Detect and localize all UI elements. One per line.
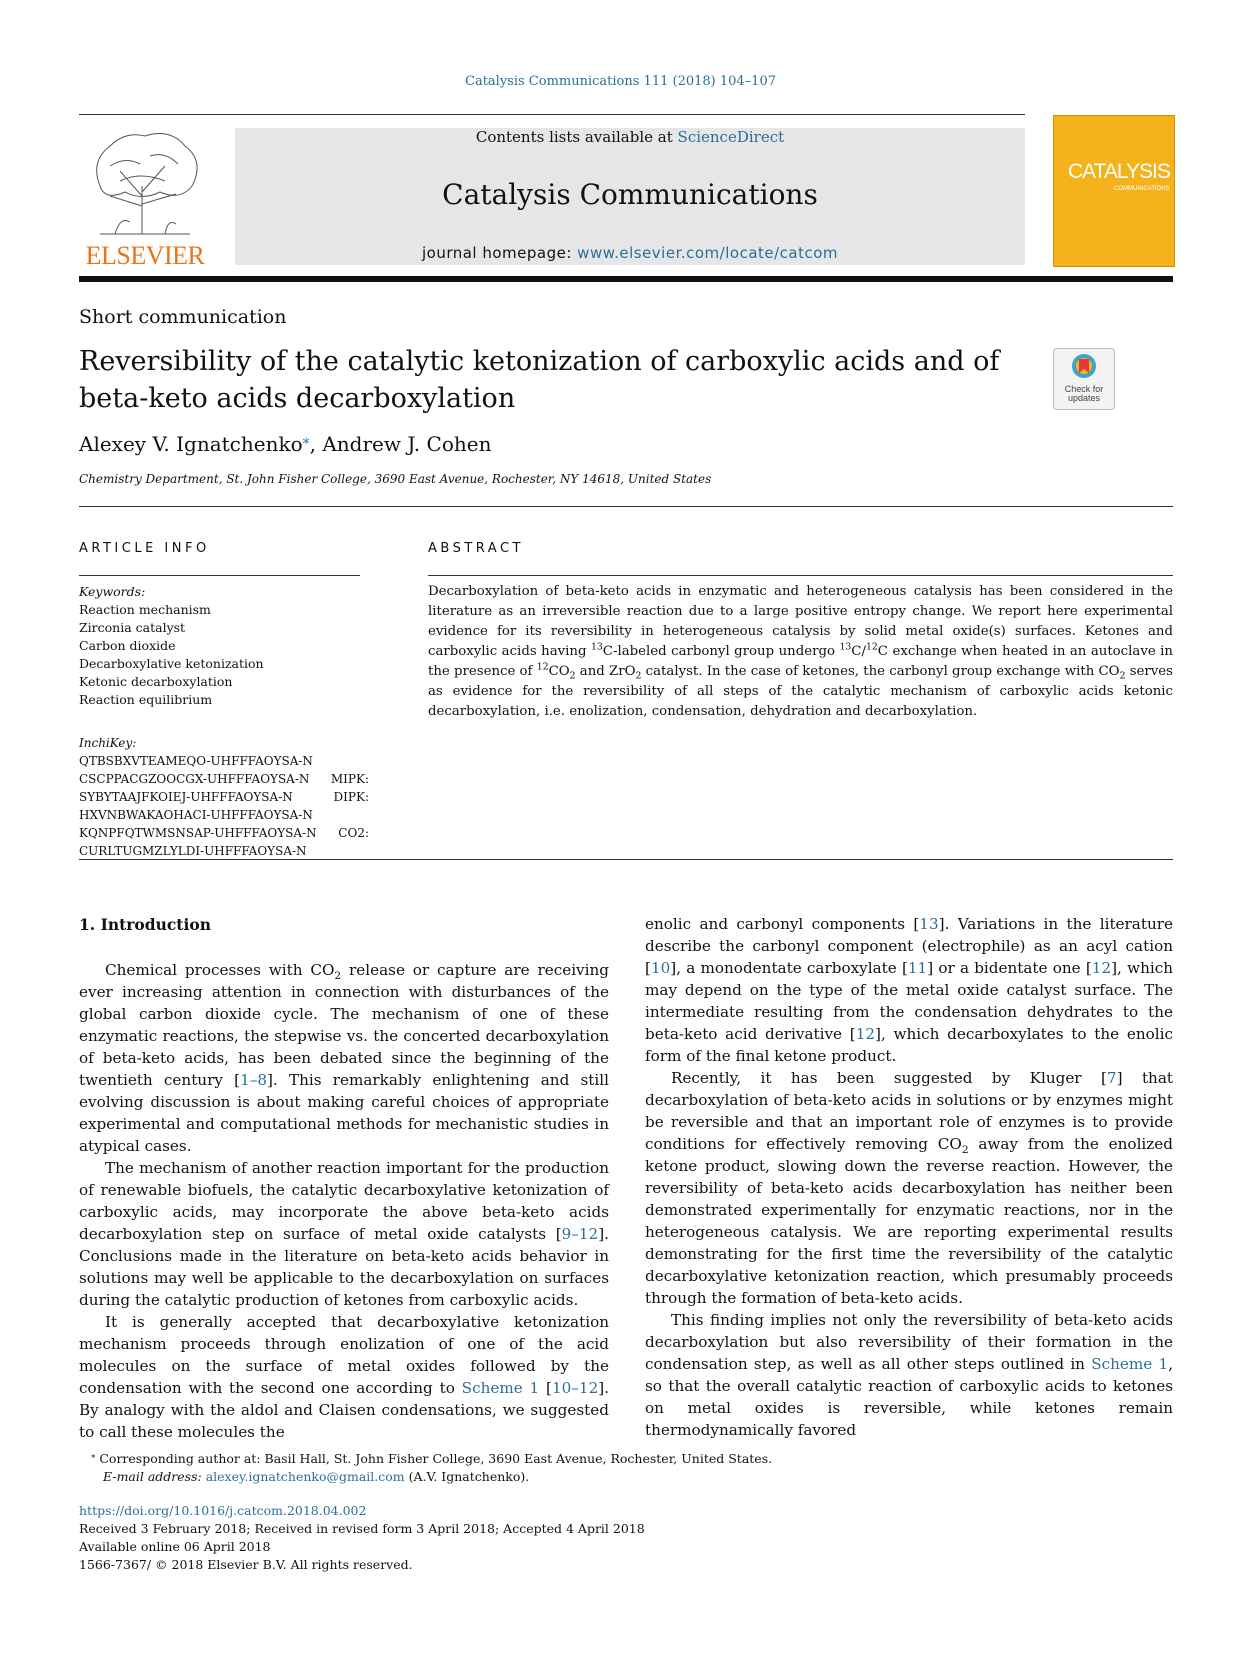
- abstract-heading: ABSTRACT: [428, 541, 524, 556]
- section-heading-introduction: 1. Introduction: [79, 915, 211, 934]
- contents-prefix: Contents lists available at: [475, 128, 678, 146]
- author-list: [79, 432, 491, 456]
- reference-link[interactable]: 13: [919, 915, 939, 933]
- sciencedirect-link[interactable]: ScienceDirect: [677, 128, 785, 146]
- reference-link[interactable]: 9–12: [561, 1225, 599, 1243]
- reference-link[interactable]: 7: [1106, 1069, 1117, 1087]
- inchikey-row: [79, 806, 369, 824]
- reference-link[interactable]: 1–8: [240, 1071, 267, 1089]
- reference-link[interactable]: 12: [1091, 959, 1112, 977]
- inchikey-label: InchiKey:: [79, 736, 137, 750]
- check-for-updates-button[interactable]: [1053, 348, 1115, 410]
- abstract-bottom-rule: [79, 859, 1173, 860]
- inchikey-row: [79, 770, 369, 788]
- keyword: Decarboxylative ketonization: [79, 656, 264, 671]
- corresponding-author-footnote: ⁎ Corresponding author at: Basil Hall, St. John Fisher College, 3690 East Avenue, Rochester, United States. E-mail address: alexey.ignatchenko@gmail.com (A.V. Ignatchenko).: [91, 1450, 773, 1484]
- corresponding-author-mark[interactable]: ⁎: [302, 431, 310, 448]
- paragraph: This finding implies not only the reversibility of beta-keto acids decarboxylation but also reversibility of their formation in the condensation step, as well as all other steps outlined in Scheme 1, so that the overall catalytic reaction of carboxylic acids to ketones on metal oxides is reversible, while ketones remain thermodynamically favored: [645, 1311, 1174, 1439]
- email-link[interactable]: alexey.ignatchenko@gmail.com: [205, 1469, 405, 1484]
- paragraph: Chemical processes with $CO_2$ release or capture are receiving ever increasing attention in connection with disturbances of the global carbon dioxide cycle. The mechanism of one of these enzymatic reactions, the stepwise vs. the concerted decarboxylation of beta-keto acids, has been debated since the beginning of the twentieth century [1–8]. This remarkably enlightening and still evolving discussion is about making careful choices of appropriate experimental and computational methods for mechanistic studies in atypical cases.: [79, 961, 609, 1155]
- keyword: Reaction equilibrium: [79, 692, 213, 707]
- keyword: Ketonic decarboxylation: [79, 674, 233, 689]
- check-for-updates-label: Check for updates: [1064, 384, 1104, 403]
- inchikey: QTBSBXVTEAMEQO-UHFFFAOYSA-N: [79, 754, 313, 768]
- header-rule: [79, 114, 1025, 115]
- homepage-prefix: journal homepage:: [421, 244, 578, 262]
- inchikey-row: [79, 752, 369, 770]
- author-2[interactable]: Andrew J. Cohen: [322, 432, 492, 456]
- contents-line: [235, 128, 1025, 146]
- inchikey: CSCPPACGZOOCGX-UHFFFAOYSA-N: [79, 772, 310, 786]
- scheme-link[interactable]: Scheme 1: [1091, 1355, 1169, 1373]
- reference-link[interactable]: 12: [855, 1025, 876, 1043]
- cover-subtitle: COMMUNICATIONS: [1114, 186, 1170, 192]
- body-column-right: [645, 913, 1173, 1441]
- article-metadata: [79, 1502, 645, 1574]
- inchikey: KQNPFQTWMSNSAP-UHFFFAOYSA-N: [79, 826, 317, 840]
- abstract-text: Decarboxylation of beta-keto acids in enzymatic and heterogeneous catalysis has been considered in the literature as an irreversible reaction due to a large positive entropy change. We report here experimental evidence for its reversibility in heterogeneous catalysis by solid metal oxide(s) surfaces. Ketones and carboxylic acids having $^{13}$C-labeled carbonyl group undergo $^{13}$C/$^{12}$C exchange when heated in an autoclave in the presence of $^{12}CO_2$ and ZrO$_2$ catalyst. In the case of ketones, the carbonyl group exchange with $CO_2$ serves as evidence for the reversibility of all steps of the catalytic mechanism of carboxylic acids ketonic decarboxylation, i.e. enolization, condensation, dehydration and decarboxylation.: [428, 584, 1173, 719]
- inchikey-tag: MIPK:: [330, 772, 369, 786]
- homepage-line: [235, 244, 1025, 262]
- footnote-mark: ⁎: [91, 1450, 96, 1461]
- inchikey-tag: CO2:: [338, 826, 369, 840]
- article-title: Reversibility of the catalytic ketonization of carboxylic acids and of beta-keto acids decarboxylation: [79, 346, 1000, 414]
- keyword: Carbon dioxide: [79, 638, 176, 653]
- title-rule: [79, 506, 1173, 507]
- paragraph: The mechanism of another reaction important for the production of renewable biofuels, the catalytic decarboxylative ketonization of carboxylic acids, may incorporate the above beta-keto acids decarboxylation step on surface of metal oxide catalysts [9–12]. Conclusions made in the literature on beta-keto acids behavior in solutions may well be applicable to the decarboxylation on surfaces during the catalytic production of ketones from carboxylic acids.: [79, 1159, 609, 1309]
- inchikey-row: [79, 842, 369, 860]
- keywords-label: Keywords:: [79, 584, 146, 599]
- copyright: 1566-7367/ © 2018 Elsevier B.V. All rights reserved.: [79, 1557, 413, 1572]
- scheme-link[interactable]: Scheme 1: [461, 1379, 540, 1397]
- keywords-block: [79, 583, 369, 709]
- article-info-rule: [79, 575, 360, 576]
- paragraph: Recently, it has been suggested by Kluger [7] that decarboxylation of beta-keto acids in solutions or by enzymes might be reversible and that an important role of enzymes is to provide conditions for effectively removing $CO_2$ away from the enolized ketone product, slowing down the reverse reaction. However, the reversibility of beta-keto acids decarboxylation has neither been demonstrated experimentally for enzymatic reactions, nor in the heterogeneous catalysis. We are reporting experimental results demonstrating for the first time the reversibility of the catalytic decarboxylative ketonization reaction, which presumably proceeds through the formation of beta-keto acids.: [645, 1069, 1173, 1307]
- keyword: Zirconia catalyst: [79, 620, 186, 635]
- author-1[interactable]: Alexey V. Ignatchenko: [79, 432, 303, 456]
- journal-cover-image[interactable]: [1053, 115, 1175, 267]
- cover-title: CATALYSIS: [1068, 160, 1170, 183]
- reference-link[interactable]: 11: [907, 959, 928, 977]
- inchikey-row: [79, 788, 369, 806]
- inchikey-row: [79, 824, 369, 842]
- reference-link[interactable]: 10: [650, 959, 671, 977]
- journal-name: Catalysis Communications: [442, 178, 818, 211]
- paragraph: enolic and carbonyl components [13]. Variations in the literature describe the carbonyl component (electrophile) as an acyl cation [10], a monodentate carboxylate [11] or a bidentate one [12], which may depend on the type of the metal oxide catalyst surface. The intermediate resulting from the condensation dehydrates to the beta-keto acid derivative [12], which decarboxylates to the enolic form of the final ketone product.: [645, 915, 1173, 1065]
- inchikey: SYBYTAAJFKOIEJ-UHFFFAOYSA-N: [79, 790, 293, 804]
- bookmark-icon: [1071, 353, 1097, 383]
- reference-link[interactable]: 10–12: [551, 1379, 599, 1397]
- journal-citation[interactable]: Catalysis Communications 111 (2018) 104–107: [465, 74, 776, 89]
- affiliation: Chemistry Department, St. John Fisher College, 3690 East Avenue, Rochester, NY 14618, United States: [79, 472, 712, 486]
- email-label: E-mail address:: [103, 1469, 206, 1484]
- body-column-left: [79, 959, 609, 1443]
- article-info-heading: ARTICLE INFO: [79, 541, 210, 556]
- inchikey-block: [79, 734, 369, 860]
- keyword: Reaction mechanism: [79, 602, 211, 617]
- inchikey-tag: DIPK:: [333, 790, 369, 804]
- abstract-rule: [428, 575, 1173, 576]
- publisher-logo-text: ELSEVIER: [85, 241, 205, 270]
- author-separator: ,: [309, 432, 323, 456]
- section-type: Short communication: [79, 306, 287, 328]
- inchikey: HXVNBWAKAOHACI-UHFFFAOYSA-N: [79, 808, 313, 822]
- doi-link[interactable]: https://doi.org/10.1016/j.catcom.2018.04.002: [79, 1503, 367, 1518]
- homepage-link[interactable]: www.elsevier.com/locate/catcom: [577, 244, 839, 262]
- received-dates: Received 3 February 2018; Received in revised form 3 April 2018; Accepted 4 April 2018: [79, 1521, 645, 1536]
- header-thick-rule: [79, 276, 1173, 282]
- paragraph: It is generally accepted that decarboxylative ketonization mechanism proceeds through enolization of one of the acid molecules on the surface of metal oxides followed by the condensation with the second one according to Scheme 1 [10–12]. By analogy with the aldol and Claisen condensations, we suggested to call these molecules the: [79, 1313, 609, 1441]
- available-online: Available online 06 April 2018: [79, 1539, 271, 1554]
- inchikey: CURLTUGMZLYLDI-UHFFFAOYSA-N: [79, 844, 307, 858]
